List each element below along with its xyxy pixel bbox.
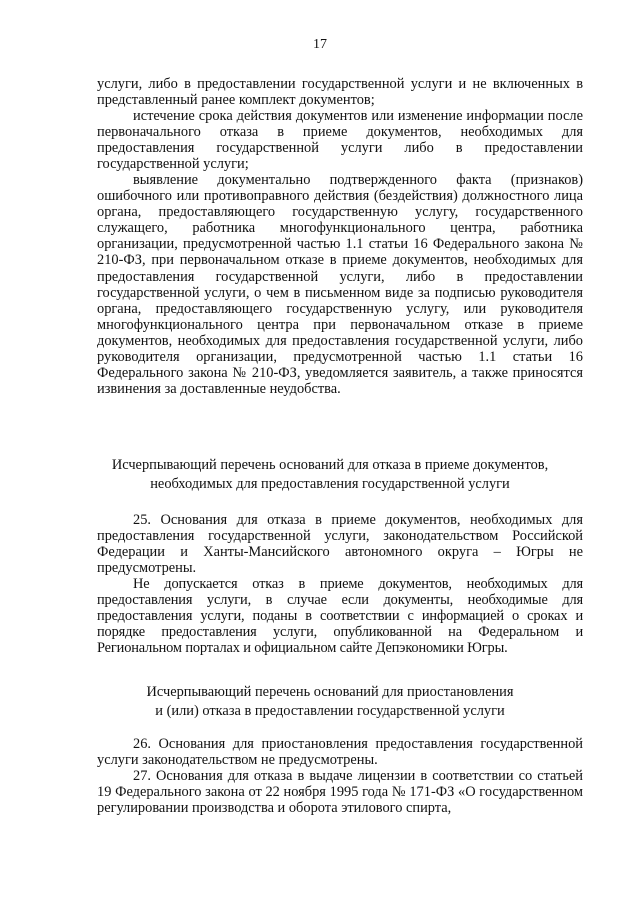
section-heading-refusal-line2: необходимых для предоставления государственной услуги [150,476,510,492]
section-heading-refusal [80,456,580,494]
section-heading-suspension-line2: и (или) отказа в предоставлении государственной услуги [155,703,505,719]
section-heading-suspension [80,683,580,721]
paragraph-no-refusal-allowed: Не допускается отказ в приеме документов, необходимых для предоставления услуги, в случае если документы, необходимые для предоставления услуги, поданы в соответствии с информацией о сроках и порядке предоставления услуги, опубликованной на Федеральном и Региональном порталах и официальном сайте Депэкономики Югры. [97,576,583,657]
page-number: 17 [313,37,327,52]
section-heading-refusal-line1: Исчерпывающий перечень оснований для отказа в приеме документов, [111,457,549,473]
paragraph-document-expiry: истечение срока действия документов или изменение информации после первоначального отказа в приеме документов, необходимых для предоставления государственной услуги либо в предоставлении государственной услуги; [97,108,583,173]
paragraph-clause-25: 25. Основания для отказа в приеме документов, необходимых для предоставления государственной услуги, законодательством Российской Федерации и Ханты-Мансийского автономного округа – Югры не предусмотрены. [97,512,583,577]
paragraph-continuation: услуги, либо в предоставлении государственной услуги и не включенных в представленный ранее комплект документов; [97,76,583,109]
section-heading-suspension-line1: Исчерпывающий перечень оснований для приостановления [146,684,514,700]
paragraph-error-detection: выявление документально подтвержденного факта (признаков) ошибочного или противоправного действия (бездействия) должностного лица органа, предоставляющего государственную услугу, государственного служащего, работника многофункционального центра, работника организации, предусмотренной частью 1.1 статьи 16 Федерального закона № 210-ФЗ, при первоначальном отказе в приеме документов, необходимых для предоставления государственной услуги, либо в предоставлении государственной услуги, о чем в письменном виде за подписью руководителя органа, предоставляющего государственную услугу, или руководителя многофункционального центра при первоначальном отказе в приеме документов, необходимых для предоставления государственной услуги, либо руководителя организации, предусмотренной частью 1.1 статьи 16 Федерального закона № 210-ФЗ, уведомляется заявитель, а также приносятся извинения за доставленные неудобства. [97,172,583,398]
paragraph-clause-27: 27. Основания для отказа в выдаче лицензии в соответствии со статьей 19 Федерального закона от 22 ноября 1995 года № 171-ФЗ «О государственном регулировании производства и оборота этилового спирта, [97,768,583,817]
paragraph-clause-26: 26. Основания для приостановления предоставления государственной услуги законодательством не предусмотрены. [97,736,583,769]
